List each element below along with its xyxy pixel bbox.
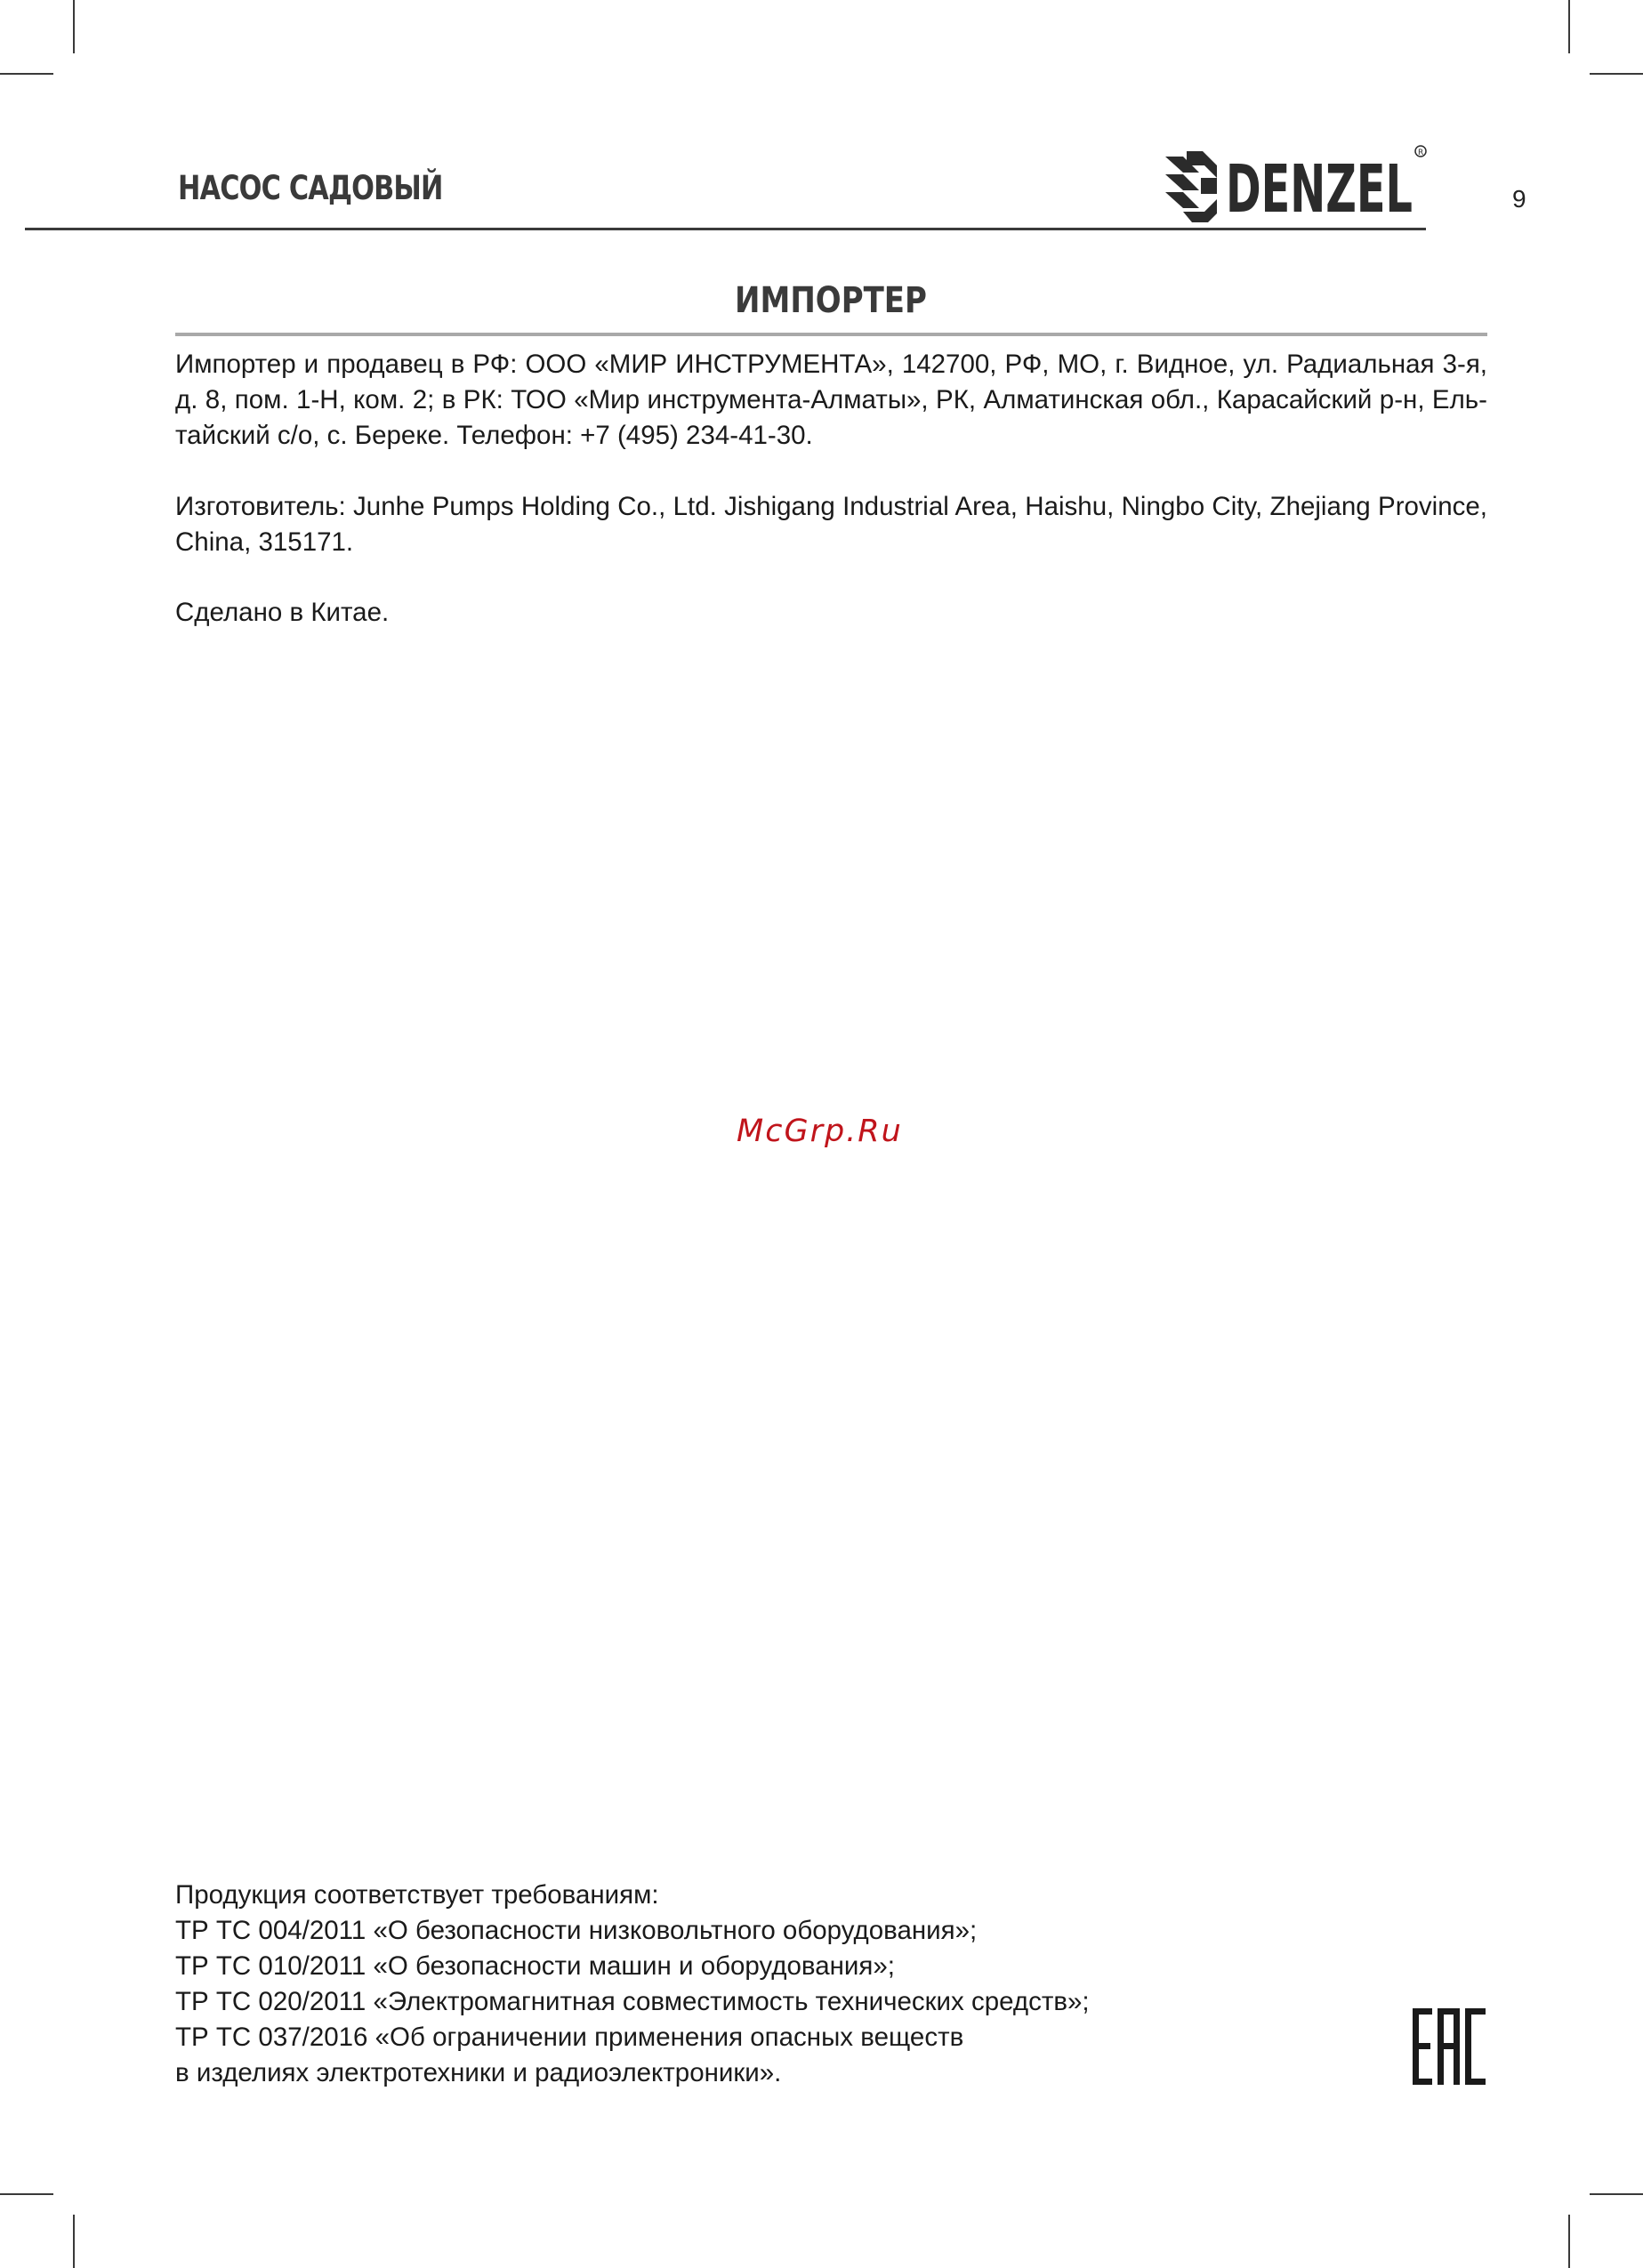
compliance-line: ТР ТС 004/2011 «О безопасности низковольтного оборудования»; xyxy=(175,1916,978,1945)
eac-mark xyxy=(1413,2008,1486,2085)
crop-mark-bottom-left-vertical xyxy=(73,2215,75,2268)
crop-mark-bottom-left-horizontal xyxy=(0,2193,53,2195)
watermark: McGrp.Ru xyxy=(737,1114,903,1149)
compliance-line: ТР ТС 020/2011 «Электромагнитная совместимость технических средств»; xyxy=(175,1987,1090,2016)
denzel-logo xyxy=(1164,142,1430,224)
compliance-line: ТР ТС 010/2011 «О безопасности машин и оборудования»; xyxy=(175,1951,895,1981)
compliance-line: ТР ТС 037/2016 «Об ограничении применения опасных веществ xyxy=(175,2023,964,2052)
compliance-line: Продукция соответствует требованиям: xyxy=(175,1880,659,1910)
section-divider xyxy=(175,333,1487,336)
crop-mark-bottom-right-horizontal xyxy=(1590,2193,1643,2195)
document-title: НАСОС САДОВЫЙ xyxy=(178,169,443,207)
crop-mark-top-left-horizontal xyxy=(0,73,53,75)
section-heading-text: ИМПОРТЕР xyxy=(735,280,928,321)
manufacturer-paragraph: Изготовитель: Junhe Pumps Holding Co., Ltd. Jishigang Industrial Area, Haishu, Ningbo City, Zhejiang Province, China, 315171. xyxy=(175,492,1487,557)
crop-mark-top-left-vertical xyxy=(73,0,75,53)
header-divider xyxy=(25,228,1426,230)
brand-wordmark: DENZEL xyxy=(1226,151,1413,224)
crop-mark-top-right-vertical xyxy=(1568,0,1570,53)
importer-paragraph: Импортер и продавец в РФ: ООО «МИР ИНСТРУМЕНТА», 142700, РФ, МО, г. Видное, ул. Радиальная 3-я, д. 8, пом. 1-Н, ком. 2; в РК: ТОО «Мир инструмента-Алматы», РК, Алматинская обл., Карасайский р-н, Ель-тайский с/о, с. Береке. Телефон: +7 (495) 234-41-30. xyxy=(175,350,1487,450)
svg-text:R: R xyxy=(1418,149,1424,157)
compliance-line: в изделиях электротехники и радиоэлектроники». xyxy=(175,2058,782,2087)
compliance-block xyxy=(175,1878,1332,2091)
page-number: 9 xyxy=(1512,185,1526,213)
section-heading xyxy=(175,280,1487,321)
crop-mark-top-right-horizontal xyxy=(1590,73,1643,75)
origin-paragraph: Сделано в Китае. xyxy=(175,598,390,627)
crop-mark-bottom-right-vertical xyxy=(1568,2215,1570,2268)
